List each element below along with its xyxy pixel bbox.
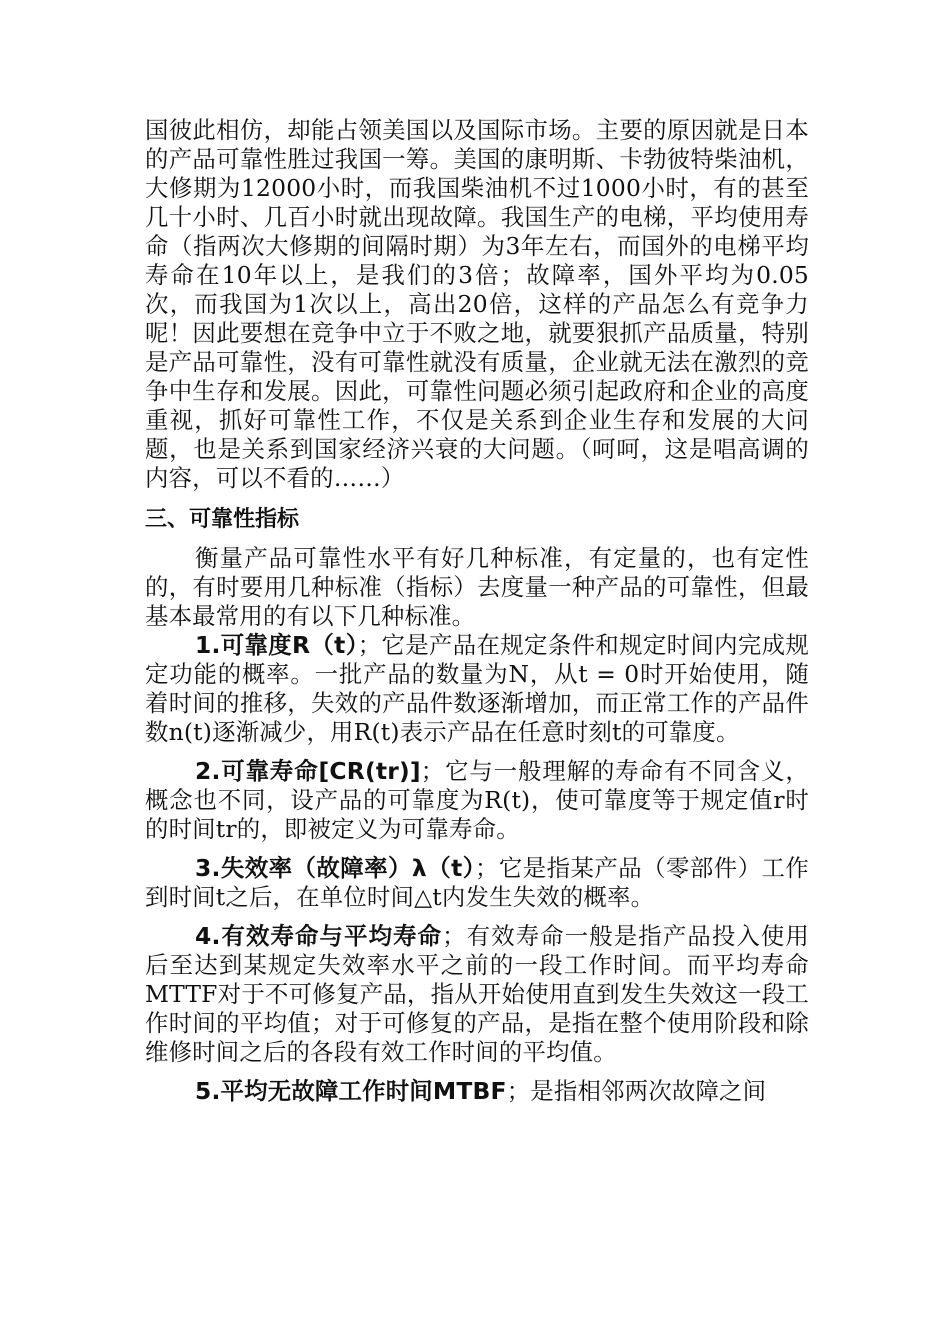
item-term-2: 2.可靠寿命[CR(tr)] — [195, 757, 421, 785]
item-body-5: ；是指相邻两次故障之间 — [506, 1077, 767, 1105]
item-term-5: 5.平均无故障工作时间MTBF — [195, 1077, 507, 1105]
item-term-1: 1.可靠度R（t） — [195, 631, 358, 659]
intro-paragraph: 国彼此相仿，却能占领美国以及国际市场。主要的原因就是日本的产品可靠性胜过我国一筹。美国的康明斯、卡勃彼特柴油机，大修期为12000小时，而我国柴油机不过1000小时，有的甚至几十小时、几百小时就出现故障。我国生产的电梯，平均使用寿命（指两次大修期的间隔时期）为3年左右，而国外的电梯平均寿命在10年以上，是我们的3倍；故障率，国外平均为0.05次，而我国为1次以上，高出20倍，这样的产品怎么有竞争力呢！因此要想在竞争中立于不败之地，就要狠抓产品质量，特别是产品可靠性，没有可靠性就没有质量，企业就无法在激烈的竞争中生存和发展。因此，可靠性问题必须引起政府和企业的高度重视，抓好可靠性工作，不仅是关系到企业生存和发展的大问题，也是关系到国家经济兴衰的大问题。（呵呵，这是唱高调的内容，可以不看的……） — [145, 116, 809, 492]
item-body-2: ；它与一般理解的寿命有不同含义，概念也不同，设产品的可靠度为R(t)，使可靠度等于规定值r时的时间tr的，即被定义为可靠寿命。 — [145, 757, 809, 843]
item-paragraph-3 — [145, 854, 809, 912]
item-body-1: ；它是产品在规定条件和规定时间内完成规定功能的概率。一批产品的数量为N，从t = 0时开始使用，随着时间的推移，失效的产品件数逐渐增加，而正常工作的产品件数n(t)逐渐减少，用R(t)表示产品在任意时刻t的可靠度。 — [145, 631, 809, 746]
item-term-3: 3.失效率（故障率）λ（t） — [195, 854, 475, 882]
item-paragraph-5 — [145, 1077, 809, 1106]
item-paragraph-1 — [145, 631, 809, 747]
document-page — [145, 116, 809, 1106]
section-heading: 三、可靠性指标 — [145, 507, 300, 532]
item-body-4: ；有效寿命一般是指产品投入使用后至达到某规定失效率水平之前的一段工作时间。而平均寿命MTTF对于不可修复产品，指从开始使用直到发生失效这一段工作时间的平均值；对于可修复的产品，是指在整个使用阶段和除维修时间之后的各段有效工作时间的平均值。 — [145, 922, 809, 1066]
item-paragraph-4 — [145, 922, 809, 1067]
section-intro-paragraph: 衡量产品可靠性水平有好几种标准，有定量的，也有定性的，有时要用几种标准（指标）去度量一种产品的可靠性，但最基本最常用的有以下几种标准。 — [145, 544, 809, 630]
item-term-4: 4.有效寿命与平均寿命 — [195, 922, 443, 950]
item-body-3: ；它是指某产品（零部件）工作到时间t之后，在单位时间△t内发生失效的概率。 — [145, 854, 809, 911]
item-paragraph-2 — [145, 757, 809, 844]
